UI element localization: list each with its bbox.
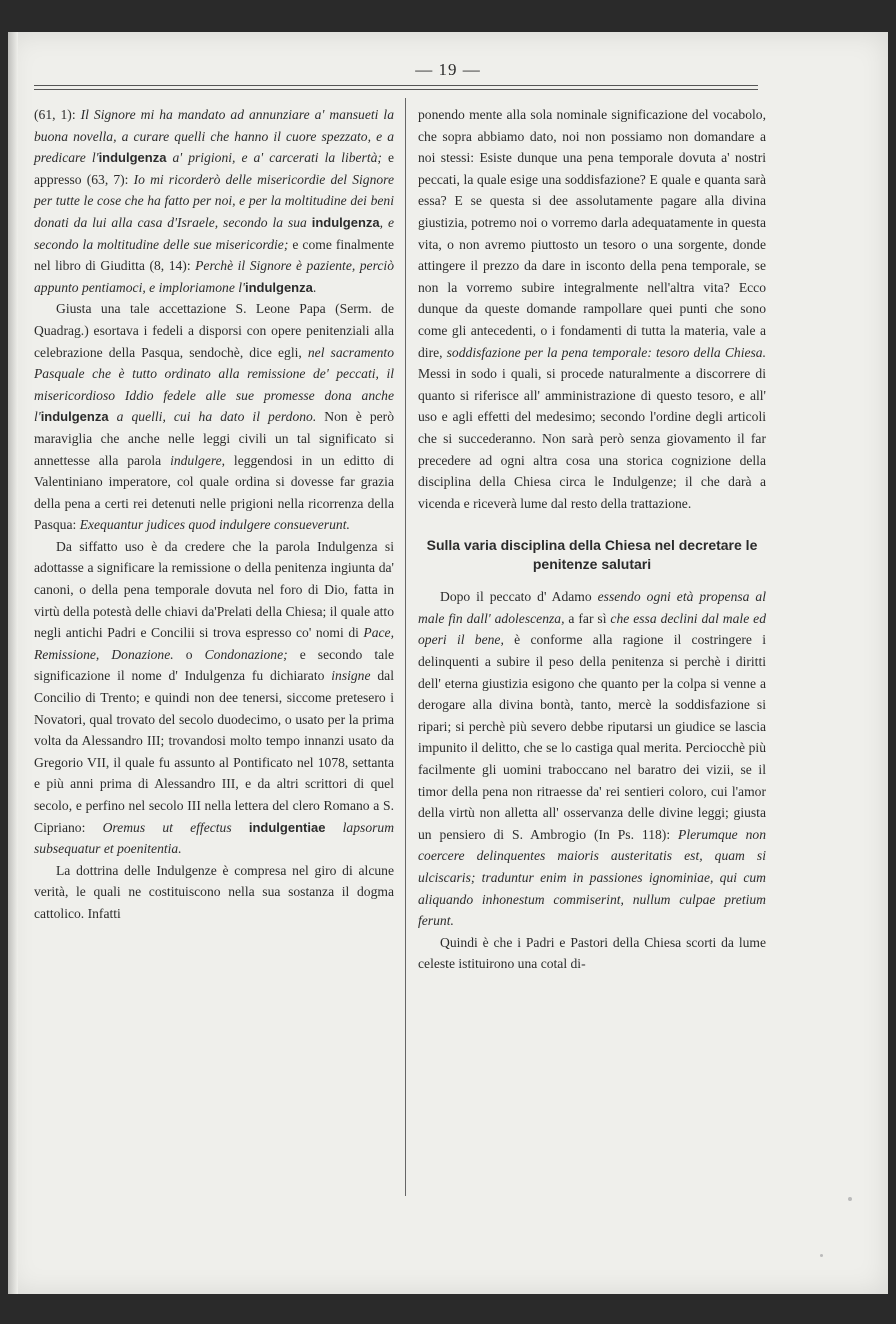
italic-run: essendo ogni età propensa al male fin dall' adolescenza, bbox=[418, 589, 766, 626]
text-run: , leggendosi in un editto di Valentiniano imperatore, col quale ordina si dovesse far grazia della pena a certi rei detenuti nelle prigioni nella ricorrenza della Pasqua: bbox=[34, 452, 394, 533]
page-number: — 19 — bbox=[415, 60, 481, 79]
text-run: Non è però maraviglia che anche nelle leggi civili un tal significato si annettesse alla parola bbox=[34, 409, 394, 468]
italic-run: nel sacramento Pasquale che è tutto ordinato alla remissione de' peccati, il misericordioso Iddio fedele alle sue promesse dona anche l' bbox=[34, 344, 394, 425]
italic-run: Io mi ricorderò delle misericordie del Signore per tutte le cose che ha fatto per noi, e per la moltitudine dei beni donati da lui alla casa d'Israele, secondo la sua bbox=[34, 171, 394, 230]
text-run: Messi in sodo i quali, si procede naturalmente a discorrere di quanto si riferisce all' amministrazione di questo tesoro, e all' uso e agli effetti del medesimo; secondo l'ordine degli articoli che si succederanno. Non sarà però senza giovamento il far precedere ad ogni altra cosa una storica cognizione della disciplina della Chiesa circa le Indulgenze; il che darà a vicenda e riceverà lume dal resto della trattazione. bbox=[418, 366, 766, 511]
bold-term: indulgenza bbox=[40, 409, 109, 425]
header-rule-top bbox=[34, 85, 758, 86]
header-rule-bottom bbox=[34, 89, 758, 90]
italic-run: Il Signore mi ha mandato ad annunziare a' mansueti la buona novella, a curare quelli che hanno il cuore spezzato, e a predicare l' bbox=[34, 107, 395, 166]
italic-run: indulgere bbox=[170, 452, 222, 468]
text-run: a far sì bbox=[564, 610, 611, 626]
left-column bbox=[34, 104, 394, 925]
bold-term: indulgentiae bbox=[248, 819, 326, 835]
text-run: Dopo il peccato d' Adamo bbox=[440, 589, 598, 605]
paragraph bbox=[34, 860, 394, 925]
text-run: Da siffatto uso è da credere che la parola Indulgenza si adottasse a significare la remissione o della penitenza ingiunta da' canoni, o della pena temporale dovuta nel foro di Dio, fatta in virtù della potestà delle chiavi da'Prelati della Chiesa; il quale atto negli antichi Padri e Concilii si trova espresso co' nomi di bbox=[34, 538, 394, 641]
text-run: è conforme alla ragione il costringere i delinquenti a subire il peso della penitenza si perchè i diritti dell' eterna giustizia esigono che quanto per la colpa si venne a derogare alla divina bontà, tanto, mercè la soddisfazione si ripari; si perchè più severo debbe riputarsi un giudice se lascia impunito il delitto, che se lo castiga qual merita. Perciocchè più facilmente gli uomini traboccano nel baratro dei vizii, se il timor della pena non ritraesse da' rei sentieri coloro, cui l'amor della virtù non alletta all' osservanza delle divine leggi; giusta un pensiero di S. Ambrogio (In Ps. 118): bbox=[418, 632, 766, 842]
italic-run: Plerumque non coercere delinquentes maioris austeritatis est, quam si ulciscaris; traduntur enim in passiones ignominiae, qui cum aliquando inhonestum commiserint, nullum culpae pretium ferunt. bbox=[418, 826, 766, 929]
text-run: e appresso (63, 7): bbox=[34, 150, 395, 187]
paper-speck bbox=[848, 1197, 852, 1201]
italic-run: Exequantur judices quod indulgere consueverunt. bbox=[79, 517, 350, 533]
italic-run: , e secondo la moltitudine delle sue misericordie; bbox=[34, 214, 394, 252]
bold-term: indulgenza bbox=[311, 214, 380, 230]
paragraph bbox=[418, 932, 766, 975]
column-divider bbox=[405, 98, 406, 1196]
italic-run: soddisfazione per la pena temporale: tesoro della Chiesa. bbox=[446, 344, 766, 360]
text-run: . bbox=[312, 279, 317, 295]
italic-run: Pace, Remissione, Donazione. bbox=[34, 625, 394, 662]
scanned-page bbox=[8, 32, 888, 1294]
italic-run: lapsorum subsequatur et poenitentia. bbox=[34, 819, 395, 857]
italic-run: che essa declini dal male ed operi il bene, bbox=[418, 610, 766, 648]
text-run: e secondo tale significazione il nome d' Indulgenza fu dichiarato bbox=[34, 646, 395, 684]
page-spine-shadow bbox=[8, 32, 18, 1294]
paper-speck bbox=[820, 1254, 823, 1257]
section-heading: Sulla varia disciplina della Chiesa nel decretare le penitenze salutari bbox=[426, 537, 758, 573]
bold-term: indulgenza bbox=[244, 279, 313, 295]
text-run: e come finalmente nel libro di Giuditta (8, 14): bbox=[34, 236, 395, 274]
text-run: Quindi è che i Padri e Pastori della Chiesa scorti da lume celeste istituirono una cotal di- bbox=[418, 934, 766, 972]
paragraph bbox=[34, 298, 394, 536]
italic-run: a' prigioni, e a' carcerati la libertà; bbox=[166, 150, 382, 166]
italic-run: a quelli, cui ha dato il perdono. bbox=[108, 409, 317, 425]
text-run: (61, 1): bbox=[34, 107, 81, 122]
paragraph bbox=[418, 586, 766, 932]
bold-term: indulgenza bbox=[98, 150, 167, 166]
text-run: o bbox=[173, 646, 205, 662]
italic-run: Perchè il Signore è paziente, perciò appunto pentiamoci, e imploriamone l' bbox=[34, 258, 394, 295]
paragraph bbox=[418, 104, 766, 514]
text-run: Giusta una tale accettazione S. Leone Papa (Serm. de Quadrag.) esortava i fedeli a disporsi con opere penitenziali alla celebrazione della Pasqua, sendochè, dice egli, bbox=[34, 301, 394, 360]
text-run: ponendo mente alla sola nominale significazione del vocabolo, che sopra abbiamo dato, noi non possiamo non domandare a noi stessi: Esiste dunque una pena temporale dovuta a' nostri peccati, la quale esige una soddisfazione? E quale e quanta sarà essa? E se questa si dee assolutamente pagare alla divina giustizia, potremo noi o vorremo darla adequatamente in questa vita, o non avremo piuttosto un tesoro o una sorgente, donde attingere il prezzo da dare in isconto della pena temporale, se non la vorremo subire integralmente nell'altra vita? Ecco dunque da queste domande rampollare quei punti che sono come gli antecedenti, o i fondamenti di tutta la materia, vale a dire, bbox=[418, 107, 766, 360]
paragraph bbox=[34, 536, 394, 860]
text-run: La dottrina delle Indulgenze è compresa nel giro di alcune verità, le quali ne costituiscono nella sua sostanza il dogma cattolico. Infatti bbox=[34, 862, 394, 921]
italic-run: insigne bbox=[331, 668, 371, 684]
right-column bbox=[418, 104, 766, 975]
paragraph bbox=[34, 104, 394, 298]
text-run: dal Concilio di Trento; e quindi non dee tenersi, siccome pretesero i Novatori, qual trovato del secolo duodecimo, o usato per la prima volta da Alessandro III; trovandosi molto tempo innanzi usato da Gregorio VII, il quale fu assunto al Pontificato nel 1078, settanta e più anni prima di Alessandro III, e da altri scrittori di quel secolo, e perfino nel secolo III nella lettera del clero Romano a S. Cipriano: bbox=[34, 668, 394, 835]
italic-run: Oremus ut effectus bbox=[102, 819, 249, 835]
italic-run: Condonazione; bbox=[204, 646, 288, 662]
